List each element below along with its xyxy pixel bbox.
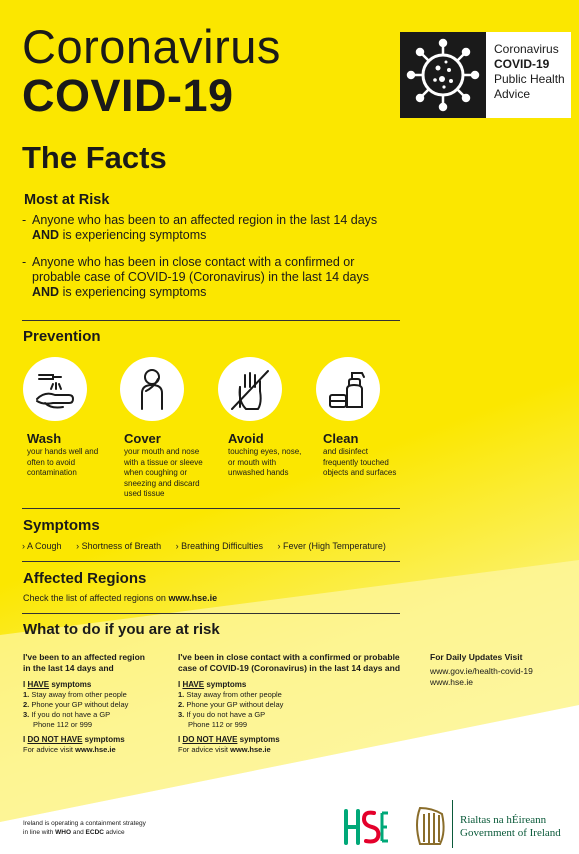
strategy-pre: in line with <box>23 829 54 836</box>
cover-desc-line5: used tissue <box>124 489 165 498</box>
clean-desc-line2: frequently touched <box>323 457 389 467</box>
risk-item-2: - Anyone who has been in close contact with a confirmed or probable case of COVID-19 (Coronavirus) in the last 14 days AND is experiencing symptoms <box>22 255 402 300</box>
cover-desc-line2: with a tissue or sleeve <box>124 457 203 467</box>
not-suffix: symptoms <box>237 735 280 744</box>
cover-desc-line4: sneezing and discard <box>124 478 200 488</box>
symptom-cough: A Cough <box>27 541 62 551</box>
prevention-desc-avoid <box>228 447 308 479</box>
symptom-fever: Fever (High Temperature) <box>283 541 386 551</box>
risk-item-2-and: AND <box>32 285 60 299</box>
hse-link[interactable]: www.hse.ie <box>168 593 218 603</box>
gov-line-irish: Rialtas na hÉireann <box>460 814 547 826</box>
advice-text: For advice visit <box>178 745 229 754</box>
divider <box>22 320 400 321</box>
risk-item-2-line1: Anyone who has been in close contact with a confirmed or <box>32 255 355 269</box>
wash-desc-line1: your hands well and <box>27 447 99 456</box>
step-3: 3. If you do not have a GP <box>178 710 266 719</box>
title-covid: COVID-19 <box>22 70 234 121</box>
risk-item-1-suffix: is experiencing symptoms <box>62 228 207 242</box>
symptom-item: › Shortness of Breath <box>76 541 162 551</box>
most-at-risk-heading: Most at Risk <box>24 192 110 208</box>
col1-have-symptoms <box>23 680 128 690</box>
step-2: 2. Phone your GP without delay <box>178 700 284 709</box>
step-3-text: If you do not have a GP <box>31 710 111 719</box>
strategy-who: WHO <box>55 829 72 836</box>
have-word: HAVE <box>27 680 50 689</box>
risk-item-1-and: AND <box>32 228 60 242</box>
symptoms-heading: Symptoms <box>23 517 100 534</box>
risk-item-2-suffix: is experiencing symptoms <box>62 285 207 299</box>
have-suffix: symptoms <box>49 680 92 689</box>
col1-steps <box>23 680 128 755</box>
hse-logo <box>342 805 388 847</box>
col2-heading-line2: case of COVID-19 (Coronavirus) in the last 14 days and <box>178 662 401 673</box>
step-3-text: If you do not have a GP <box>186 710 266 719</box>
badge-text <box>494 42 565 102</box>
strategy-line2 <box>23 828 146 837</box>
clean-desc-line1: and disinfect <box>323 447 368 456</box>
divider <box>22 508 400 509</box>
prevention-desc-cover <box>124 447 214 500</box>
affected-regions-heading: Affected Regions <box>23 570 147 587</box>
symptoms-list <box>22 541 398 551</box>
wash-desc-line3: contamination <box>27 468 77 477</box>
harp-icon <box>410 804 450 848</box>
gov-link[interactable]: www.gov.ie/health-covid-19 <box>430 666 533 676</box>
badge-line4: Advice <box>494 87 531 101</box>
col1-heading-line2: in the last 14 days and <box>23 662 114 673</box>
affected-regions-text <box>23 593 217 603</box>
col2-have-symptoms <box>178 680 283 690</box>
prevention-desc-clean <box>323 447 403 479</box>
step-1: 1. Stay away from other people <box>23 690 127 699</box>
symptom-item: › Breathing Difficulties <box>175 541 263 551</box>
prevention-heading: Prevention <box>23 328 101 345</box>
col1-advice <box>23 745 128 755</box>
col1-heading <box>23 652 145 673</box>
prevention-label-wash: Wash <box>27 431 62 446</box>
avoid-desc-line3: unwashed hands <box>228 468 289 477</box>
step-2-text: Phone your GP without delay <box>31 700 129 709</box>
col2-heading <box>178 652 400 673</box>
gov-line-english: Government of Ireland <box>460 827 561 839</box>
prevention-desc-wash <box>27 447 107 479</box>
badge-line3: Public Health <box>494 72 565 86</box>
col2-advice <box>178 745 283 755</box>
not-word: DO NOT HAVE <box>27 735 83 744</box>
have-word: HAVE <box>182 680 205 689</box>
government-of-ireland <box>460 814 561 840</box>
affected-regions-desc: Check the list of affected regions on <box>23 593 166 603</box>
step-2: 2. Phone your GP without delay <box>23 700 129 709</box>
divider <box>22 613 400 614</box>
badge-line2: COVID-19 <box>494 57 550 71</box>
risk-item-1-text: Anyone who has been to an affected region in the last 14 days <box>32 213 378 227</box>
strategy-line1: Ireland is operating a containment strategy <box>23 820 146 827</box>
prevention-label-avoid: Avoid <box>228 431 264 446</box>
step-1-text: Stay away from other people <box>186 690 282 699</box>
strategy-ecdc: ECDC <box>85 829 104 836</box>
hse-link[interactable]: www.hse.ie <box>430 677 473 687</box>
wash-hands-icon <box>23 357 87 421</box>
updates-heading: For Daily Updates Visit <box>430 652 523 662</box>
subtitle-the-facts: The Facts <box>22 140 167 175</box>
symptom-item: › A Cough <box>22 541 62 551</box>
risk-item-1: - Anyone who has been to an affected region in the last 14 days AND is experiencing symptoms <box>22 213 378 242</box>
step-3-phone: Phone 112 or 999 <box>188 720 248 729</box>
col2-heading-line1: I've been in close contact with a confirmed or probable <box>178 652 400 662</box>
not-prefix: I <box>178 735 183 744</box>
have-prefix: I <box>178 680 183 689</box>
prevention-label-cover: Cover <box>124 431 161 446</box>
col2-not-have-symptoms <box>178 735 283 745</box>
cover-desc-line3: when coughing or <box>124 468 188 477</box>
avoid-desc-line2: or mouth with <box>228 457 277 467</box>
wash-desc-line2: often to avoid <box>27 457 76 467</box>
not-prefix: I <box>23 735 28 744</box>
strategy-mid: and <box>72 829 84 836</box>
not-suffix: symptoms <box>82 735 125 744</box>
not-word: DO NOT HAVE <box>182 735 238 744</box>
badge-line1: Coronavirus <box>494 42 559 56</box>
symptom-breath: Shortness of Breath <box>81 541 162 551</box>
advice-text: For advice visit <box>23 745 74 754</box>
clean-desc-line3: objects and surfaces <box>323 468 397 477</box>
at-risk-heading: What to do if you are at risk <box>23 621 220 638</box>
symptom-breathing: Breathing Difficulties <box>181 541 263 551</box>
advice-link[interactable]: www.hse.ie <box>230 745 271 754</box>
avoid-desc-line1: touching eyes, nose, <box>228 447 302 456</box>
avoid-touching-icon <box>218 357 282 421</box>
step-2-text: Phone your GP without delay <box>186 700 284 709</box>
col1-heading-line1: I've been to an affected region <box>23 652 145 662</box>
cover-cough-icon <box>120 357 184 421</box>
virus-icon <box>400 32 486 118</box>
have-suffix: symptoms <box>204 680 247 689</box>
strategy-post: advice <box>105 829 125 836</box>
col1-not-have-symptoms <box>23 735 128 745</box>
divider <box>22 561 400 562</box>
prevention-label-clean: Clean <box>323 431 359 446</box>
step-3: 3. If you do not have a GP <box>23 710 111 719</box>
advice-link[interactable]: www.hse.ie <box>75 745 116 754</box>
public-health-badge <box>400 32 571 118</box>
updates-links <box>430 666 533 688</box>
risk-item-2-line2: probable case of COVID-19 (Coronavirus) in the last 14 days <box>32 270 369 284</box>
step-3-phone: Phone 112 or 999 <box>33 720 93 729</box>
symptom-item: › Fever (High Temperature) <box>277 541 386 551</box>
step-1-text: Stay away from other people <box>31 690 127 699</box>
clean-spray-icon <box>316 357 380 421</box>
title-coronavirus: Coronavirus <box>22 20 281 73</box>
have-prefix: I <box>23 680 28 689</box>
strategy-note <box>23 819 146 837</box>
col2-steps <box>178 680 283 755</box>
gov-divider <box>452 800 453 848</box>
cover-desc-line1: your mouth and nose <box>124 447 200 456</box>
step-1: 1. Stay away from other people <box>178 690 282 699</box>
